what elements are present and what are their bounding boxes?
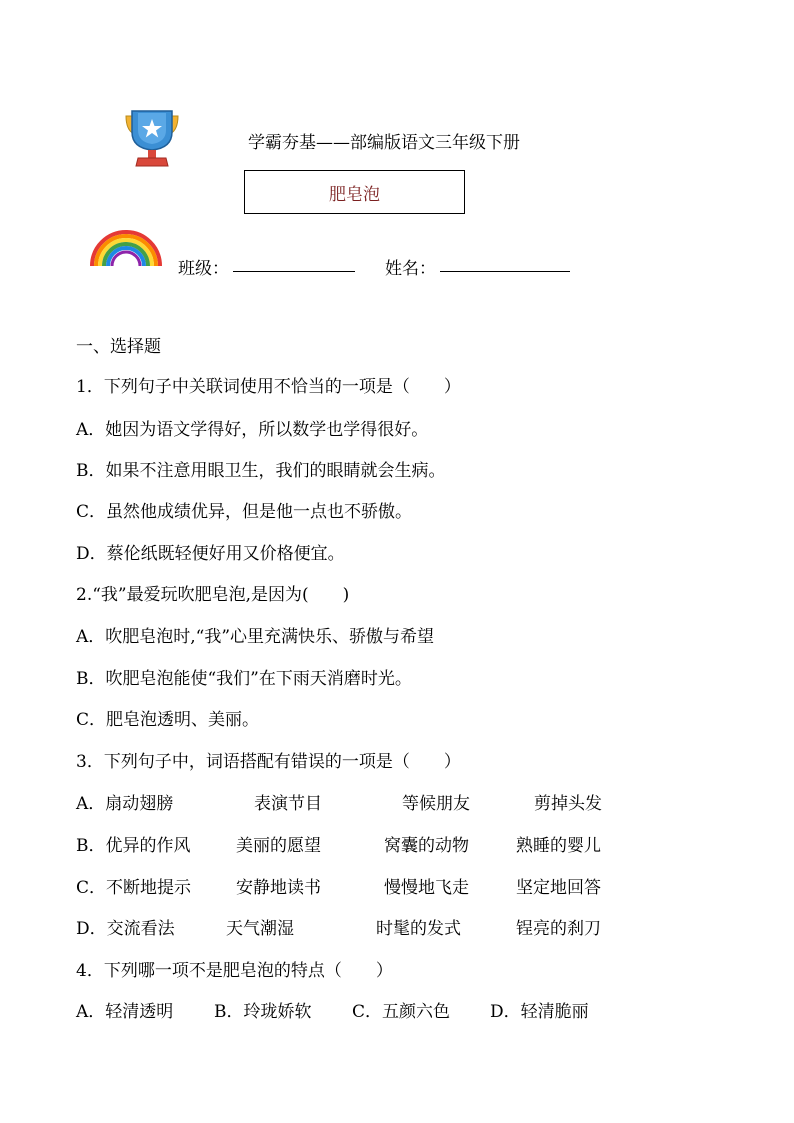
name-blank[interactable] xyxy=(440,271,570,272)
question-1-option-d: D．蔡伦纸既轻便好用又价格便宜。 xyxy=(76,544,345,564)
question-1-option-c: C．虽然他成绩优异，但是他一点也不骄傲。 xyxy=(76,502,413,522)
q3-c-item-2: 安静地读书 xyxy=(236,878,321,898)
rainbow-icon xyxy=(88,226,164,268)
class-blank[interactable] xyxy=(233,271,355,272)
question-1-stem: 1．下列句子中关联词使用不恰当的一项是（ ） xyxy=(76,377,461,397)
trophy-icon xyxy=(118,108,186,170)
question-2-option-c: C．肥皂泡透明、美丽。 xyxy=(76,710,260,730)
q4-option-b: B．玲珑娇软 xyxy=(214,1002,312,1022)
q3-d-item-3: 时髦的发式 xyxy=(376,919,461,939)
question-4-stem: 4．下列哪一项不是肥皂泡的特点（ ） xyxy=(76,961,393,981)
class-label: 班级： xyxy=(178,259,229,279)
question-1-option-b: B．如果不注意用眼卫生，我们的眼睛就会生病。 xyxy=(76,461,446,481)
q3-c-item-3: 慢慢地飞走 xyxy=(384,878,469,898)
question-3-stem: 3．下列句子中，词语搭配有错误的一项是（ ） xyxy=(76,752,461,772)
q4-option-c: C．五颜六色 xyxy=(352,1002,451,1022)
q3-a-item-3: 等候朋友 xyxy=(402,794,470,814)
question-2-option-a: A．吹肥皂泡时,“我”心里充满快乐、骄傲与希望 xyxy=(76,627,435,647)
q3-a-item-2: 表演节目 xyxy=(254,794,322,814)
question-1-option-a: A．她因为语文学得好，所以数学也学得很好。 xyxy=(76,420,429,440)
doc-title: 肥皂泡 xyxy=(329,184,380,205)
q3-d-item-2: 天气潮湿 xyxy=(226,919,294,939)
doc-title-box xyxy=(244,170,465,214)
name-label: 姓名： xyxy=(385,259,436,279)
q3-b-item-4: 熟睡的婴儿 xyxy=(516,836,601,856)
q3-b-item-3: 窝囊的动物 xyxy=(384,836,469,856)
section-heading: 一、选择题 xyxy=(76,337,161,357)
q4-option-a: A．轻清透明 xyxy=(76,1002,174,1022)
question-2-option-b: B．吹肥皂泡能使“我们”在下雨天消磨时光。 xyxy=(76,669,412,689)
q3-d-item-4: 锃亮的刹刀 xyxy=(516,919,601,939)
q3-b-item-2: 美丽的愿望 xyxy=(236,836,321,856)
header-title: 学霸夯基——部编版语文三年级下册 xyxy=(248,133,520,153)
q3-c-item-4: 坚定地回答 xyxy=(516,878,601,898)
q4-option-d: D．轻清脆丽 xyxy=(490,1002,589,1022)
q3-a-item-4: 剪掉头发 xyxy=(534,794,602,814)
q3-a-item-1: A．扇动翅膀 xyxy=(76,794,174,814)
q3-c-item-1: C．不断地提示 xyxy=(76,878,192,898)
q3-d-item-1: D．交流看法 xyxy=(76,919,175,939)
q3-b-item-1: B．优异的作风 xyxy=(76,836,191,856)
question-2-stem: 2.“我”最爱玩吹肥皂泡,是因为( ) xyxy=(76,585,350,605)
